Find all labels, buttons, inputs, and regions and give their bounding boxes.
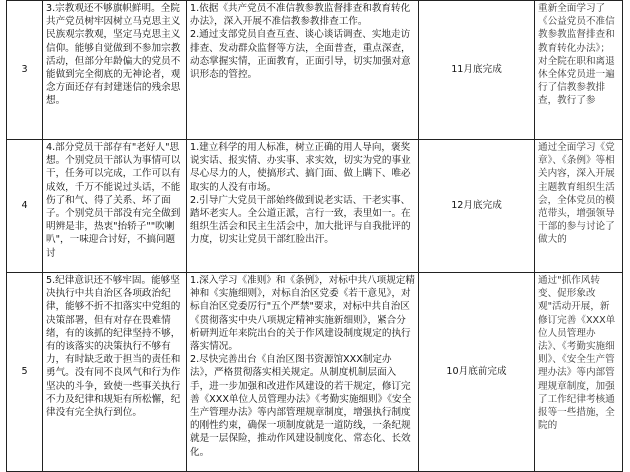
table-row — [7, 273, 623, 472]
problem-text: 3.宗教观还不够旗帜鲜明。全院共产党员树牢因树立马克思主义民族观宗教观，坚定马克思主义信仰。能够自觉做到不参加宗教活动，但部分年龄偏大的党员不能做到完全彻底的无神论者，观念方面还存有封建迷信的残余思想。 — [46, 3, 181, 107]
deadline-cell: 10月底前完成 — [419, 273, 535, 472]
measures-text: 1.依据《共产党员不准信教参教监督排查和教育转化办法》，深入开展不准信教参教排查工作。 2.通过支部党员自查互查、谈心谈话调查、实地走访排查、发动群众监督等方法，全面普查，重点深查，动态掌握实情，正面教育，正面引导，切实加强对意识形态的管控。 — [190, 3, 411, 81]
table-row — [7, 1, 623, 140]
measures-text: 1.深入学习《准则》和《条例》，对标中共八项规定精神和《实施细则》，对标自治区党委《若干意见》，对标自治区党委厉行"五个严禁"要求，对标中共自治区《贯彻落实中央八项规定精神实施新细则》，紧合分析研判近年来院出台的关于作风建设制度规定的执行落实情况。 2.尽快完善出台《自治区图书资源馆XXX制定办法》，严格贯彻落实相关规定。从制度机制层面入手，进一步加强和改进作风建设的若干规定，修订完善《XXX单位人员管理办法》《考勤实施细则》《安全生产管理办法》等内部管理规章制度，增强执行制度的刚性约束，确保一项制度就是一道防线，一条纪规就是一层保险，推动作风建设制度化、常态化、长效化。 — [190, 275, 415, 458]
problem-text: 5.纪律意识还不够牢固。能够坚决执行中共自治区各项政治纪律，能够不折不扣落实中党组的决策部署，但有对存在畏难情绪，有的该抓的纪律坚持不够，有的该落实的决策执行不够有力，有时缺乏敢于担当的责任和勇气。没有同不良风气和行为作坚决的斗争，致使一些事关执行不力及纪律和规矩有所松懈，纪律没有完全执行到位。 — [46, 275, 181, 419]
outcome-cell — [535, 140, 623, 273]
row-number: 5 — [7, 273, 43, 472]
table-row — [7, 140, 623, 273]
deadline-cell: 11月底完成 — [419, 1, 535, 140]
row-number: 4 — [7, 140, 43, 273]
measures-cell — [187, 273, 419, 472]
measures-cell — [187, 140, 419, 273]
problem-cell — [43, 273, 187, 472]
outcome-text: 通过全面学习《党章》、《条例》等相关内容，深入开展主题教育组织生活会，全体党员的模范带头，增强领导干部的参与讨论了做大的 — [538, 142, 615, 246]
deadline-cell: 12月底完成 — [419, 140, 535, 273]
row-number: 3 — [7, 1, 43, 140]
outcome-text: 重新全面学习了《公益党员不准信教参教监督排查和教育转化办法》；对全院在职和离退休全体党员进一遍行了信教参教排查，教行了参 — [538, 3, 615, 107]
task-table — [6, 0, 623, 472]
measures-cell — [187, 1, 419, 140]
measures-text: 1.建立科学的用人标准，树立正确的用人导向，褒奖说实话、报实情、办实事、求实效，切实为党的事业尽心尽力的人，使搞形式、搞门面、做上瞒下、唯必取实的人没有市场。 2.引导广大党员干部始终做到说老实话、干老实事、踏坏老实人。全公道正派，言行一致，表里如一。在组织生活会和民主生活会中，加大批评与自我批评的力度，切实让党员干部红脸出汗。 — [190, 142, 411, 246]
problem-cell — [43, 1, 187, 140]
problem-text: 4.部分党员干部存有"老好人"思想。个别党员干部认为事情可以干，任务可以完成，工作可以有成效，千万不能说过头话，不能伤了和气、得了关系、坏了面子。个别党员干部没有完全做到明辨是非，热衷"抬轿子""吹喇叭"，一味迎合讨好，不搞问题讨 — [46, 142, 181, 259]
problem-cell — [43, 140, 187, 273]
outcome-cell — [535, 1, 623, 140]
outcome-text: 通过"抓作风转变、促形象改观"活动开展，新修订完善《XXX单位人员管理办法》、《考勤实施细则》、《安全生产管理办法》等内部管理规章制度，加强了工作纪律考核通报等一些措施，全院的 — [538, 275, 616, 432]
outcome-cell — [535, 273, 623, 472]
